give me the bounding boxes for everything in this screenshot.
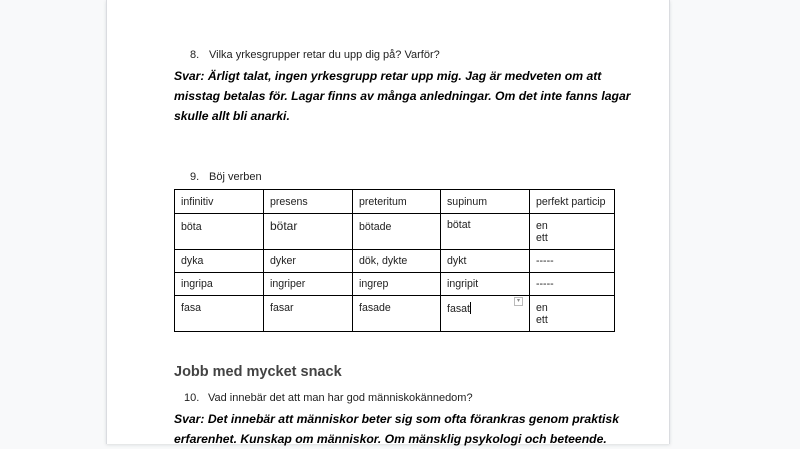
text-cursor — [470, 302, 471, 314]
answer-line: Svar: Ärligt talat, ingen yrkesgrupp retar upp mig. Jag är medveten om att — [174, 69, 602, 83]
table-cell[interactable]: böta — [175, 214, 264, 250]
table-cell[interactable]: ingripa — [175, 273, 264, 296]
table-cell[interactable]: ingripit — [441, 273, 530, 296]
table-row — [175, 273, 615, 296]
table-cell[interactable]: bötade — [353, 214, 441, 250]
table-cell[interactable]: bötar — [264, 214, 353, 250]
question-text: Böj verben — [209, 171, 262, 183]
header-cell[interactable]: perfekt particip — [530, 190, 615, 214]
answer-8 — [174, 66, 634, 126]
table-cell[interactable]: dyker — [264, 250, 353, 273]
table-cell[interactable]: ----- — [530, 273, 615, 296]
table-cell[interactable]: ----- — [530, 250, 615, 273]
question-8 — [190, 49, 440, 61]
cell-line: en — [536, 220, 548, 232]
answer-line: erfarenhet. Kunskap om människor. Om mänsklig psykologi och beteende. — [174, 432, 607, 446]
question-number: 10. — [184, 392, 200, 404]
table-row — [175, 250, 615, 273]
header-cell[interactable]: preteritum — [353, 190, 441, 214]
cell-text: fasat — [447, 303, 470, 315]
question-10 — [184, 392, 473, 404]
question-text: Vad innebär det att man har god människokännedom? — [208, 392, 473, 404]
table-cell[interactable]: dykt — [441, 250, 530, 273]
table-cell[interactable]: ingrep — [353, 273, 441, 296]
table-header-row — [175, 190, 615, 214]
question-number: 8. — [190, 49, 200, 61]
answer-line: skulle allt bli anarki. — [174, 109, 290, 123]
table-cell[interactable]: fasade — [353, 296, 441, 332]
cell-line: ett — [536, 314, 548, 326]
verb-table — [174, 189, 615, 332]
table-cell[interactable]: dök, dykte — [353, 250, 441, 273]
table-row — [175, 296, 615, 332]
table-cell[interactable]: ingriper — [264, 273, 353, 296]
answer-line: Svar: Det innebär att människor beter sig som ofta förankras genom praktisk — [174, 412, 619, 426]
header-cell[interactable]: infinitiv — [175, 190, 264, 214]
question-9 — [190, 171, 262, 183]
table-cell[interactable]: fasa — [175, 296, 264, 332]
table-cell[interactable] — [530, 296, 615, 332]
section-heading: Jobb med mycket snack — [174, 364, 342, 380]
answer-10 — [174, 409, 634, 449]
chevron-down-icon[interactable]: ▾ — [514, 297, 523, 306]
table-row — [175, 214, 615, 250]
answer-line: misstag betalas för. Lagar finns av många anledningar. Om det inte fanns lagar — [174, 89, 631, 103]
question-number: 9. — [190, 171, 200, 183]
header-cell[interactable]: presens — [264, 190, 353, 214]
question-text: Vilka yrkesgrupper retar du upp dig på? Varför? — [209, 49, 440, 61]
table-cell[interactable]: bötat — [441, 214, 530, 250]
table-cell[interactable]: dyka — [175, 250, 264, 273]
header-cell[interactable]: supinum — [441, 190, 530, 214]
cell-line: ett — [536, 232, 548, 244]
cell-line: en — [536, 302, 548, 314]
table-cell[interactable] — [530, 214, 615, 250]
table-cell[interactable]: fasar — [264, 296, 353, 332]
